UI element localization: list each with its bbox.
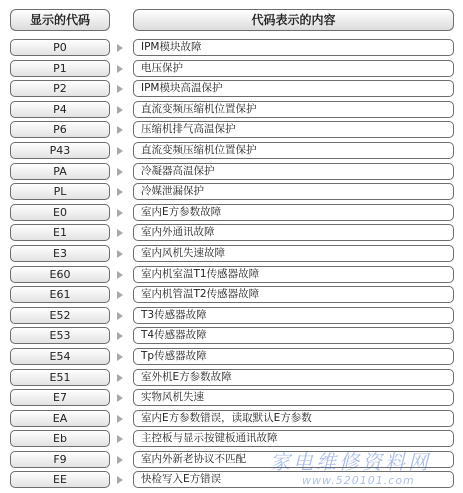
error-code-cell: E1 (10, 224, 110, 241)
arrow-right-icon (117, 374, 123, 382)
arrow-right-icon (117, 353, 123, 361)
table-row (0, 388, 463, 409)
error-description-cell: T3传感器故障 (133, 307, 454, 324)
arrow-right-icon (117, 106, 123, 114)
table-row (0, 265, 463, 286)
table-row (0, 120, 463, 141)
table-row (0, 38, 463, 59)
table-row (0, 409, 463, 430)
error-code-cell: P43 (10, 142, 110, 159)
table-row (0, 182, 463, 203)
error-code-cell: E52 (10, 307, 110, 324)
error-code-cell: E51 (10, 369, 110, 386)
error-description-cell: 直流变频压缩机位置保护 (133, 101, 454, 118)
error-description-cell: 实物风机失速 (133, 389, 454, 406)
header-code-column: 显示的代码 (10, 9, 110, 31)
error-description-cell: 压缩机排气高温保护 (133, 121, 454, 138)
arrow-right-icon (117, 126, 123, 134)
arrow-right-icon (117, 456, 123, 464)
error-code-cell: E7 (10, 389, 110, 406)
arrow-right-icon (117, 85, 123, 93)
arrow-right-icon (117, 415, 123, 423)
error-code-cell: E53 (10, 327, 110, 344)
error-description-cell: 室内外通讯故障 (133, 224, 454, 241)
error-description-cell: IPM模块高温保护 (133, 80, 454, 97)
arrow-right-icon (117, 44, 123, 52)
table-row (0, 100, 463, 121)
error-description-cell: 室内机管温T2传感器故障 (133, 286, 454, 303)
arrow-right-icon (117, 271, 123, 279)
table-row (0, 347, 463, 368)
table-row (0, 203, 463, 224)
arrow-right-icon (117, 291, 123, 299)
arrow-right-icon (117, 188, 123, 196)
error-code-cell: P0 (10, 39, 110, 56)
error-description-cell: IPM模块故障 (133, 39, 454, 56)
arrow-right-icon (117, 435, 123, 443)
table-row (0, 285, 463, 306)
error-code-cell: P2 (10, 80, 110, 97)
arrow-right-icon (117, 147, 123, 155)
error-code-cell: PL (10, 183, 110, 200)
error-code-cell: F9 (10, 451, 110, 468)
error-code-cell: E54 (10, 348, 110, 365)
error-description-cell: 电压保护 (133, 60, 454, 77)
watermark-text: 家电维修资料网 (270, 450, 431, 474)
error-code-cell: EA (10, 410, 110, 427)
error-description-cell: 室外机E方参数故障 (133, 369, 454, 386)
table-row (0, 306, 463, 327)
error-code-cell: Eb (10, 430, 110, 447)
table-row (0, 162, 463, 183)
table-row (0, 223, 463, 244)
arrow-right-icon (117, 229, 123, 237)
arrow-right-icon (117, 168, 123, 176)
error-code-cell: P6 (10, 121, 110, 138)
error-description-cell: 快检写入E方错误 (133, 471, 454, 488)
error-description-cell: Tp传感器故障 (133, 348, 454, 365)
header-description-column: 代码表示的内容 (133, 9, 454, 31)
error-description-cell: 室内E方参数故障 (133, 204, 454, 221)
error-description-cell: 室内风机失速故障 (133, 245, 454, 262)
arrow-right-icon (117, 476, 123, 484)
error-description-cell: 室内外新老协议不匹配 (133, 451, 454, 468)
error-description-cell: 冷凝器高温保护 (133, 163, 454, 180)
error-description-cell: T4传感器故障 (133, 327, 454, 344)
error-code-cell: EE (10, 471, 110, 488)
error-code-cell: E60 (10, 266, 110, 283)
arrow-right-icon (117, 65, 123, 73)
error-description-cell: 冷媒泄漏保护 (133, 183, 454, 200)
error-description-cell: 室内E方参数错误，读取默认E方参数 (133, 410, 454, 427)
table-row (0, 59, 463, 80)
table-row (0, 244, 463, 265)
error-description-cell: 室内机室温T1传感器故障 (133, 266, 454, 283)
error-code-cell: E61 (10, 286, 110, 303)
arrow-right-icon (117, 394, 123, 402)
arrow-right-icon (117, 250, 123, 258)
error-description-cell: 直流变频压缩机位置保护 (133, 142, 454, 159)
error-code-cell: E0 (10, 204, 110, 221)
table-row (0, 141, 463, 162)
error-description-cell: 主控板与显示按键板通讯故障 (133, 430, 454, 447)
arrow-right-icon (117, 332, 123, 340)
arrow-right-icon (117, 209, 123, 217)
error-code-cell: P1 (10, 60, 110, 77)
error-code-cell: E3 (10, 245, 110, 262)
table-row (0, 368, 463, 389)
error-code-cell: PA (10, 163, 110, 180)
code-rows (0, 38, 463, 491)
table-row (0, 79, 463, 100)
table-row (0, 326, 463, 347)
arrow-right-icon (117, 312, 123, 320)
error-code-cell: P4 (10, 101, 110, 118)
watermark-url: www.520101.com (302, 474, 415, 487)
